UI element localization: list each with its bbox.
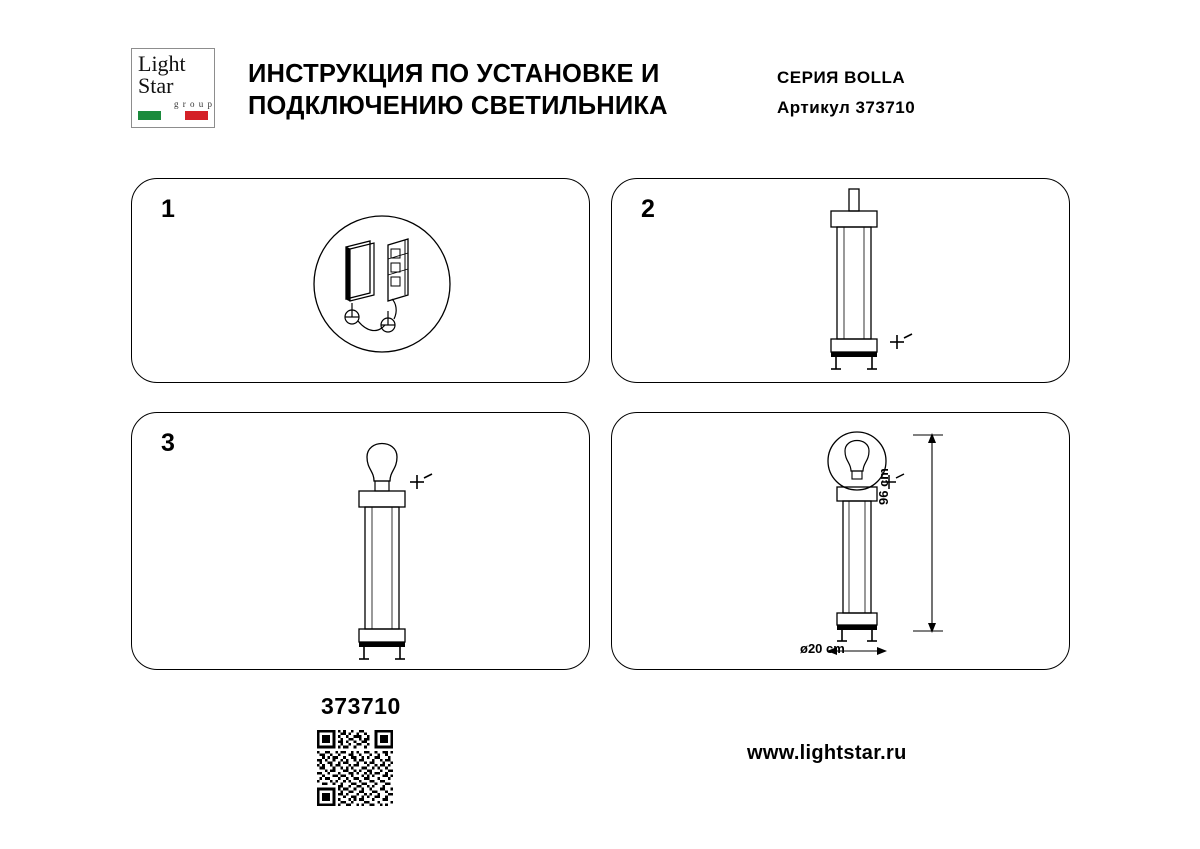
italian-flag-icon <box>138 111 208 120</box>
footer-website[interactable]: www.lightstar.ru <box>747 742 907 764</box>
logo-line-2: Star <box>138 73 174 98</box>
figure-dimensions <box>787 423 947 663</box>
figure-wall-bracket <box>292 199 472 369</box>
step-number-2: 2 <box>641 195 655 223</box>
step-panel-4 <box>611 412 1070 670</box>
product-info <box>777 63 915 123</box>
logo-wordmark <box>138 53 186 97</box>
brand-logo <box>131 48 215 128</box>
page-title: ИНСТРУКЦИЯ ПО УСТАНОВКЕ И ПОДКЛЮЧЕНИЮ СВЕТИЛЬНИКА <box>248 60 668 120</box>
step-panel-2 <box>611 178 1070 383</box>
logo-line-1: Light <box>138 51 186 76</box>
series-label: СЕРИЯ BOLLA <box>777 68 906 87</box>
step-number-3: 3 <box>161 429 175 457</box>
figure-fixture-body <box>787 187 927 377</box>
figure-lamp-install <box>312 425 462 663</box>
dimension-diameter-text: ø20 cm <box>800 641 845 656</box>
footer-article-code: 373710 <box>321 693 401 719</box>
qr-code-icon <box>317 730 393 806</box>
step-panel-3 <box>131 412 590 670</box>
article-label: Артикул 373710 <box>777 98 916 117</box>
step-number-1: 1 <box>161 195 175 223</box>
step-panel-1 <box>131 178 590 383</box>
logo-group-text: g r o u p <box>174 99 213 109</box>
dimension-height-text: 96 cm <box>876 468 891 505</box>
